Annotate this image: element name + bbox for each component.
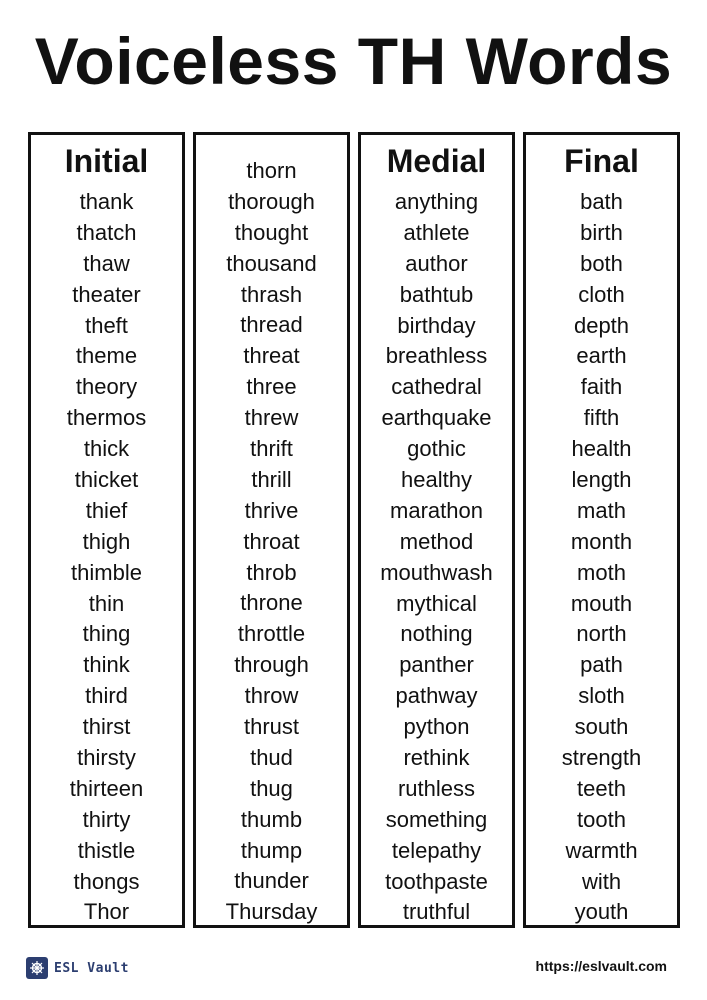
word-item: theme xyxy=(75,343,138,369)
word-item: think xyxy=(83,652,130,678)
word-item: healthy xyxy=(401,467,472,493)
word-item: something xyxy=(385,806,488,832)
word-item: thirty xyxy=(82,806,131,832)
word-item: theory xyxy=(75,374,138,400)
word-item: throat xyxy=(243,528,300,554)
word-item: thief xyxy=(85,497,128,523)
word-item: nothing xyxy=(400,621,473,647)
word-item: thud xyxy=(250,744,293,770)
word-list xyxy=(31,187,182,928)
word-item: sloth xyxy=(578,683,625,709)
word-item: thaw xyxy=(83,250,130,276)
word-item: thin xyxy=(88,590,125,616)
word-item: thatch xyxy=(76,219,137,245)
word-item: tooth xyxy=(577,806,626,832)
word-item: thump xyxy=(240,837,303,863)
word-item: truthful xyxy=(402,899,471,925)
word-item: north xyxy=(576,621,627,647)
word-item: earthquake xyxy=(381,405,492,431)
word-item: thug xyxy=(250,775,293,801)
word-item: south xyxy=(574,714,629,740)
column-initial xyxy=(28,132,185,928)
word-item: toothpaste xyxy=(385,868,488,894)
word-item: thousand xyxy=(226,250,317,276)
column-header: Final xyxy=(564,143,639,179)
word-item: telepathy xyxy=(391,837,482,863)
word-item: depth xyxy=(573,312,630,338)
word-item: birth xyxy=(580,219,623,245)
word-item: threw xyxy=(244,405,299,431)
word-item: marathon xyxy=(390,497,483,523)
word-item: mouth xyxy=(570,590,633,616)
word-item: thumb xyxy=(240,806,303,832)
word-item: thing xyxy=(82,621,131,647)
word-item: ruthless xyxy=(397,775,476,801)
word-item: throw xyxy=(244,683,299,709)
word-item: mythical xyxy=(396,590,477,616)
word-item: throttle xyxy=(237,621,306,647)
word-item: thigh xyxy=(82,528,131,554)
word-item: author xyxy=(405,250,468,276)
word-item: pathway xyxy=(395,683,478,709)
word-item: through xyxy=(234,652,309,678)
logo-text: ESL Vault xyxy=(54,960,129,976)
word-item: birthday xyxy=(397,312,476,338)
word-item: anything xyxy=(394,189,479,214)
word-item: thermos xyxy=(66,405,147,431)
column-medial xyxy=(358,132,515,928)
word-item: thank xyxy=(79,189,134,214)
word-item: health xyxy=(571,436,632,462)
word-list xyxy=(196,156,347,928)
word-item: path xyxy=(580,652,623,678)
word-item: three xyxy=(246,374,297,400)
word-item: thirst xyxy=(82,714,131,740)
word-item: length xyxy=(571,467,632,493)
word-item: thimble xyxy=(71,559,142,585)
word-item: teeth xyxy=(577,775,626,801)
word-item: panther xyxy=(399,652,474,678)
word-item: thorn xyxy=(246,158,297,183)
column-final xyxy=(523,132,680,928)
word-item: thrash xyxy=(240,281,303,307)
column-header: Initial xyxy=(64,143,149,179)
esl-vault-logo xyxy=(26,957,129,979)
word-item: thrive xyxy=(244,497,299,523)
word-item: python xyxy=(403,714,470,740)
word-item: throne xyxy=(240,590,303,616)
word-item: cathedral xyxy=(391,374,482,400)
word-item: bathtub xyxy=(399,281,474,307)
word-item: moth xyxy=(577,559,626,585)
word-item: thread xyxy=(240,312,303,338)
word-item: mouthwash xyxy=(380,559,493,585)
word-item: rethink xyxy=(403,745,470,771)
word-item: both xyxy=(580,250,623,276)
word-list xyxy=(361,187,512,928)
word-item: thirteen xyxy=(69,775,144,801)
word-item: thrill xyxy=(251,466,292,492)
word-item: theft xyxy=(85,312,128,338)
word-item: thistle xyxy=(77,837,136,863)
word-item: math xyxy=(577,497,626,523)
word-item: Thor xyxy=(83,899,130,925)
word-item: throb xyxy=(246,559,297,585)
word-item: youth xyxy=(574,899,629,925)
word-item: month xyxy=(570,528,633,554)
word-item: warmth xyxy=(565,837,638,863)
word-item: thorough xyxy=(228,188,315,214)
word-item: thicket xyxy=(74,467,139,493)
word-item: threat xyxy=(243,343,300,369)
word-item: gothic xyxy=(407,436,466,462)
word-item: bath xyxy=(580,189,623,214)
word-item: fifth xyxy=(583,405,620,431)
word-item: method xyxy=(399,528,474,554)
ship-wheel-icon xyxy=(26,957,48,979)
word-item: thongs xyxy=(73,868,140,894)
word-item: third xyxy=(85,683,128,709)
word-item: thirsty xyxy=(77,745,136,771)
column-initial-continued xyxy=(193,132,350,928)
word-list xyxy=(526,187,677,928)
website-url[interactable]: https://eslvault.com xyxy=(535,958,667,974)
word-item: with xyxy=(581,868,622,894)
word-item: strength xyxy=(561,745,642,771)
word-item: breathless xyxy=(385,343,488,369)
word-item: thrust xyxy=(243,714,300,740)
page-title: Voiceless TH Words xyxy=(34,24,673,98)
word-item: thunder xyxy=(234,868,309,894)
word-item: thought xyxy=(234,219,309,245)
word-item: thrift xyxy=(250,436,293,462)
word-item: Thursday xyxy=(225,899,318,925)
word-item: thick xyxy=(83,436,130,462)
word-item: faith xyxy=(580,374,623,400)
word-item: cloth xyxy=(578,281,625,307)
word-item: athlete xyxy=(403,219,470,245)
word-item: theater xyxy=(72,281,141,307)
word-item: earth xyxy=(576,343,627,369)
column-header: Medial xyxy=(386,143,487,179)
